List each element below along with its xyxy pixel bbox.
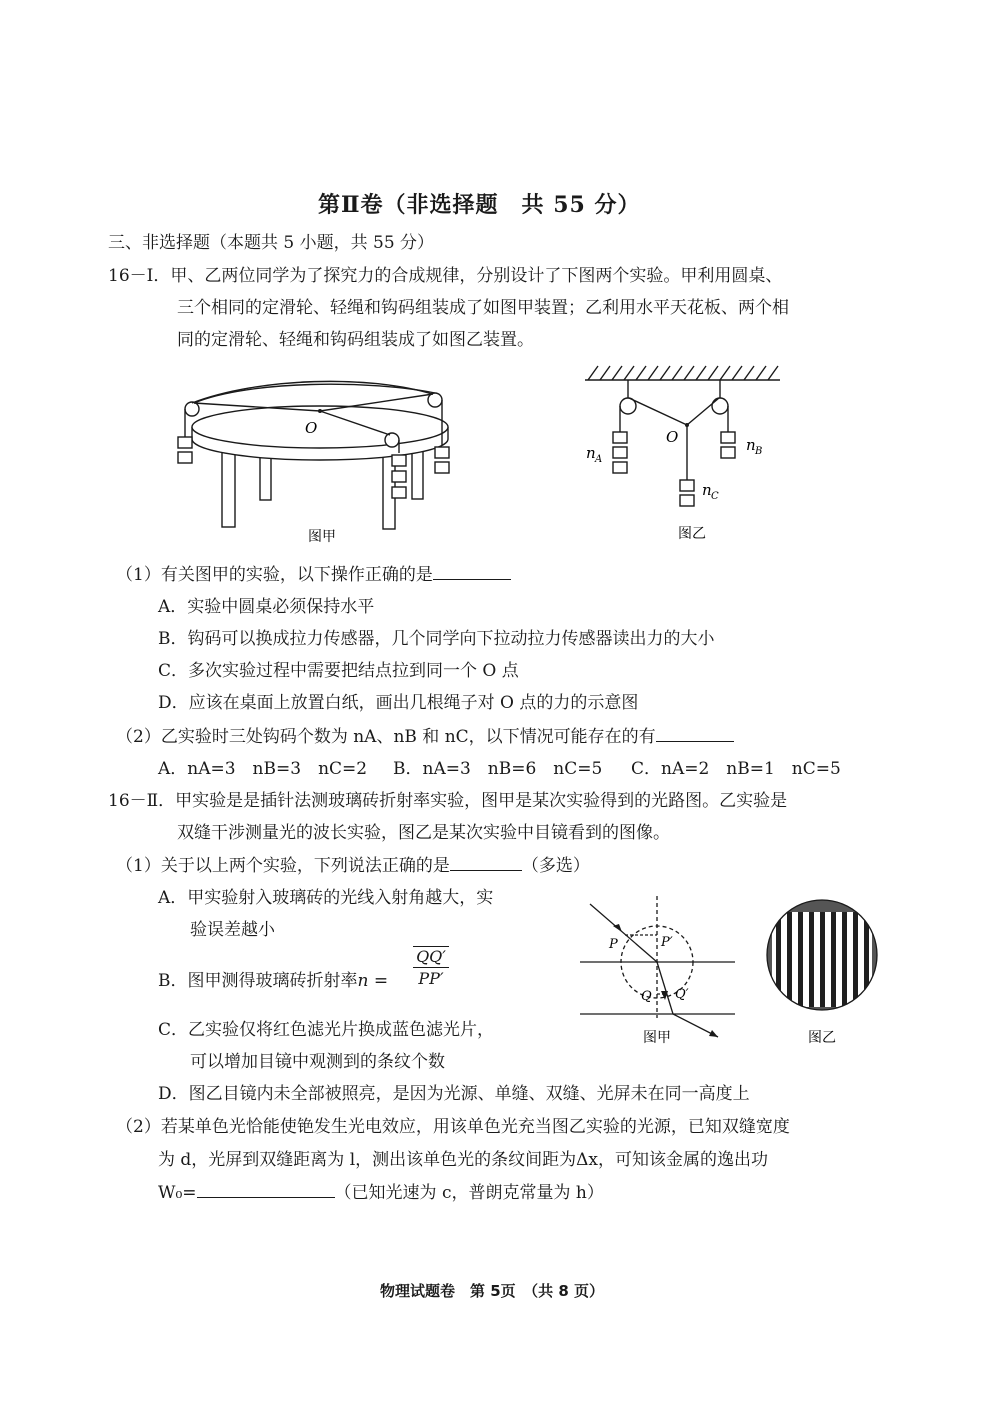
caption-fig-jia-1: 图甲 bbox=[308, 529, 336, 545]
figure-refraction bbox=[575, 890, 745, 1050]
figure-ceiling-pulleys bbox=[580, 362, 785, 547]
figure-interference-fringes bbox=[762, 895, 884, 1050]
q16-2-sub2-line1: （2）若某单色光恰能使铯发生光电效应，用该单色光充当图乙实验的光源，已知双缝宽度 bbox=[116, 1117, 790, 1137]
section-heading: 三、非选择题（本题共 5 小题，共 55 分） bbox=[108, 233, 435, 253]
q16-2-sub2-line3: W₀= （已知光速为 c，普朗克常量为 h） bbox=[158, 1183, 604, 1203]
option-a-line2: 验误差越小 bbox=[190, 920, 275, 940]
option-d: D．应该在桌面上放置白纸，画出几根绳子对 O 点的力的示意图 bbox=[158, 693, 639, 713]
label-nc-sub: C bbox=[711, 491, 719, 502]
q16-2-sub1-stem: （1）关于以上两个实验，下列说法正确的是 （多选） bbox=[116, 856, 590, 876]
option-d: D．图乙目镜内未全部被照亮，是因为光源、单缝、双缝、光屏未在同一高度上 bbox=[158, 1084, 750, 1104]
answer-blank[interactable] bbox=[433, 563, 511, 580]
q16-1-stem-line1: 16－Ⅰ．甲、乙两位同学为了探究力的合成规律，分别设计了下图两个实验。甲利用圆桌、 bbox=[108, 266, 783, 286]
q16-1-sub1-stem: （1）有关图甲的实验，以下操作正确的是 bbox=[116, 563, 511, 586]
answer-blank[interactable] bbox=[197, 1181, 335, 1198]
label-na-sub: A bbox=[595, 454, 603, 465]
option-c-line1: C．乙实验仅将红色滤光片换成蓝色滤光片， bbox=[158, 1020, 495, 1040]
q16-1-stem-line3: 同的定滑轮、轻绳和钩码组装成了如图乙装置。 bbox=[177, 330, 534, 350]
caption-fig-yi-2: 图乙 bbox=[808, 1030, 836, 1046]
option-c: C．多次实验过程中需要把结点拉到同一个 O 点 bbox=[158, 661, 519, 681]
q16-1-sub2-stem: （2）乙实验时三处钩码个数为 nA、nB 和 nC，以下情况可能存在的有 bbox=[116, 725, 734, 748]
caption-fig-jia-2: 图甲 bbox=[643, 1030, 671, 1046]
label-o-ceiling: O bbox=[666, 428, 679, 446]
page-footer: 物理试题卷 第 5页 （共 8 页） bbox=[380, 1282, 605, 1300]
figure-round-table bbox=[170, 375, 470, 550]
label-p: P bbox=[609, 937, 618, 952]
option-b: B．nA=3 nB=6 nC=5 bbox=[393, 759, 603, 779]
page-title: 第Ⅱ卷（非选择题 共 55 分） bbox=[318, 192, 641, 218]
option-a: A．实验中圆桌必须保持水平 bbox=[158, 597, 375, 617]
label-p-prime: P′ bbox=[661, 935, 673, 950]
option-c-line2: 可以增加目镜中观测到的条纹个数 bbox=[190, 1052, 445, 1072]
option-b: B．钩码可以换成拉力传感器，几个同学向下拉动拉力传感器读出力的大小 bbox=[158, 629, 715, 649]
q16-2-stem-line2: 双缝干涉测量光的波长实验，图乙是某次实验中目镜看到的图像。 bbox=[177, 823, 670, 843]
option-b: B．图甲测得玻璃砖折射率n = bbox=[158, 971, 389, 991]
label-q: Q bbox=[641, 989, 652, 1004]
label-nb-sub: B bbox=[755, 446, 763, 457]
q16-1-stem-line2: 三个相同的定滑轮、轻绳和钩码组装成了如图甲装置；乙利用水平天花板、两个相 bbox=[177, 298, 789, 318]
answer-blank[interactable] bbox=[450, 854, 522, 871]
q16-2-sub2-line2: 为 d，光屏到双缝距离为 l，测出该单色光的条纹间距为Δx，可知该金属的逸出功 bbox=[158, 1150, 768, 1170]
answer-blank[interactable] bbox=[656, 725, 734, 742]
option-c: C．nA=2 nB=1 nC=5 bbox=[631, 759, 841, 779]
label-nc: n bbox=[702, 481, 712, 499]
label-na: n bbox=[586, 444, 596, 462]
option-a: A．nA=3 nB=3 nC=2 bbox=[158, 759, 368, 779]
label-o-table: O bbox=[305, 419, 318, 437]
label-nb: n bbox=[746, 436, 756, 454]
option-a-line1: A．甲实验射入玻璃砖的光线入射角越大，实 bbox=[158, 888, 494, 908]
caption-fig-yi-1: 图乙 bbox=[678, 526, 706, 542]
label-q-prime: Q′ bbox=[675, 987, 689, 1002]
q16-2-stem-line1: 16－Ⅱ．甲实验是是插针法测玻璃砖折射率实验，图甲是某次实验得到的光路图。乙实验是 bbox=[108, 791, 788, 811]
formula-fraction: QQ′ PP′ bbox=[413, 946, 449, 990]
